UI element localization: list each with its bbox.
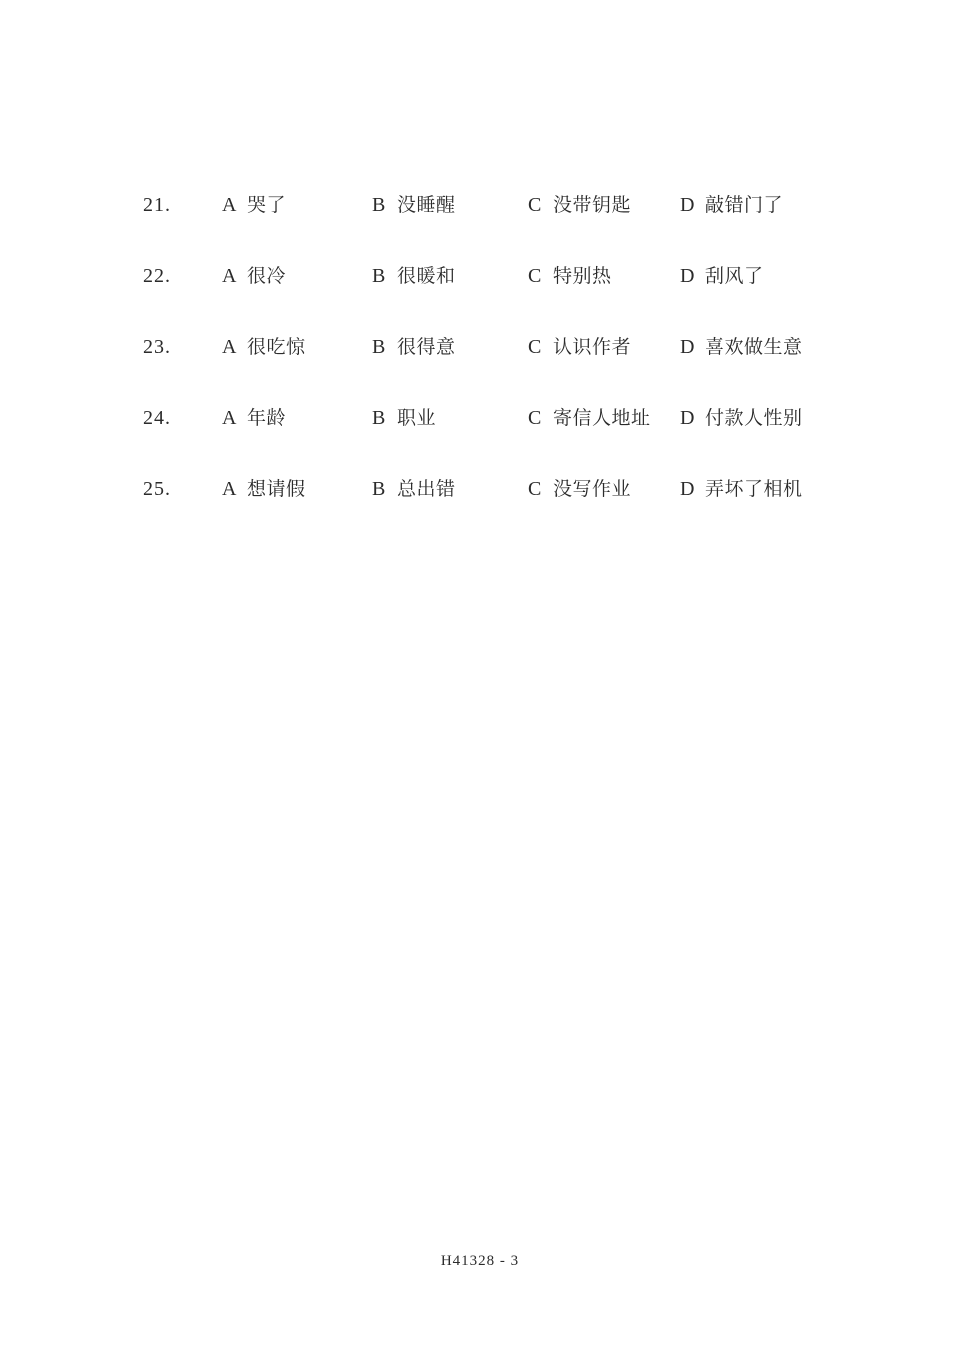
option-text: 职业 xyxy=(397,408,437,429)
option-label: A xyxy=(222,336,237,358)
option-label: C xyxy=(528,478,542,500)
option-label: C xyxy=(528,265,542,287)
option-b xyxy=(372,474,528,501)
option-label: B xyxy=(372,407,386,429)
question-row-21 xyxy=(143,190,920,214)
question-number: 21. xyxy=(143,194,171,216)
option-a xyxy=(222,403,372,430)
option-label: D xyxy=(680,194,695,216)
option-d xyxy=(680,261,920,288)
option-text: 特别热 xyxy=(553,266,612,287)
question-number: 23. xyxy=(143,336,171,358)
option-text: 没睡醒 xyxy=(397,195,456,216)
option-label: D xyxy=(680,478,695,500)
question-row-24 xyxy=(143,403,920,427)
option-d xyxy=(680,474,920,501)
option-a xyxy=(222,474,372,501)
option-text: 想请假 xyxy=(247,479,306,500)
option-label: A xyxy=(222,407,237,429)
option-text: 没带钥匙 xyxy=(553,195,632,216)
option-label: A xyxy=(222,194,237,216)
option-text: 认识作者 xyxy=(553,337,632,358)
option-text: 弄坏了相机 xyxy=(705,479,803,500)
question-row-23 xyxy=(143,332,920,356)
question-row-25 xyxy=(143,474,920,498)
question-row-22 xyxy=(143,261,920,285)
option-label: B xyxy=(372,478,386,500)
option-c xyxy=(528,332,680,359)
option-b xyxy=(372,261,528,288)
option-label: C xyxy=(528,194,542,216)
option-text: 年龄 xyxy=(247,408,287,429)
option-text: 没写作业 xyxy=(553,479,632,500)
option-label: C xyxy=(528,407,542,429)
option-text: 很吃惊 xyxy=(247,337,306,358)
question-list xyxy=(143,190,920,545)
option-text: 寄信人地址 xyxy=(553,408,651,429)
question-number: 24. xyxy=(143,407,171,429)
question-number: 22. xyxy=(143,265,171,287)
option-c xyxy=(528,403,680,430)
option-label: B xyxy=(372,265,386,287)
option-label: D xyxy=(680,265,695,287)
option-label: B xyxy=(372,194,386,216)
option-a xyxy=(222,261,372,288)
option-b xyxy=(372,190,528,217)
option-a xyxy=(222,190,372,217)
option-c xyxy=(528,474,680,501)
option-text: 总出错 xyxy=(397,479,456,500)
option-text: 很暖和 xyxy=(397,266,456,287)
option-b xyxy=(372,332,528,359)
option-label: B xyxy=(372,336,386,358)
option-label: A xyxy=(222,265,237,287)
option-d xyxy=(680,403,920,430)
option-text: 敲错门了 xyxy=(705,195,784,216)
page-footer-code: H41328 - 3 xyxy=(440,1253,520,1269)
option-a xyxy=(222,332,372,359)
option-label: A xyxy=(222,478,237,500)
option-label: C xyxy=(528,336,542,358)
option-text: 很冷 xyxy=(247,266,287,287)
option-text: 喜欢做生意 xyxy=(705,337,803,358)
option-text: 哭了 xyxy=(247,195,287,216)
option-text: 付款人性别 xyxy=(705,408,803,429)
option-text: 很得意 xyxy=(397,337,456,358)
option-b xyxy=(372,403,528,430)
option-text: 刮风了 xyxy=(705,266,764,287)
option-label: D xyxy=(680,407,695,429)
option-c xyxy=(528,261,680,288)
question-number: 25. xyxy=(143,478,171,500)
option-d xyxy=(680,190,920,217)
option-d xyxy=(680,332,920,359)
option-c xyxy=(528,190,680,217)
option-label: D xyxy=(680,336,695,358)
